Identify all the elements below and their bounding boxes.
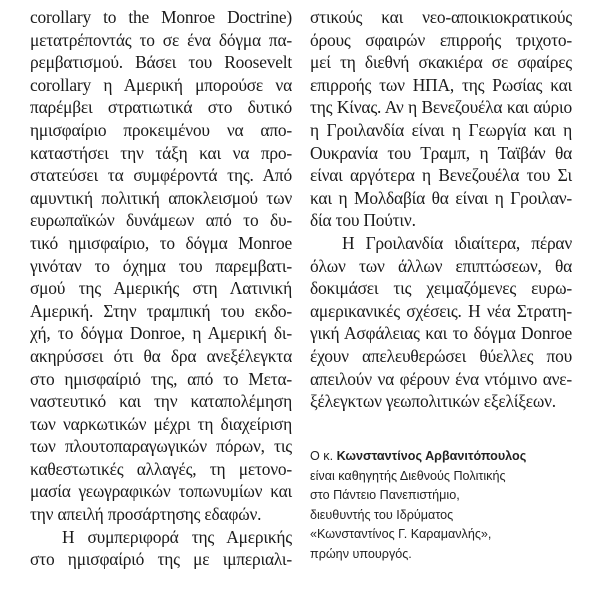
article-column-right: [310, 6, 572, 413]
article-line: όρους σφαιρών επιρροής τριχοτο-: [310, 29, 572, 50]
article-line: γινόταν το όχημα του παρεμβατι-: [30, 255, 292, 276]
article-line: στο ημισφαίριό της με ιμπεριαλι-: [30, 549, 292, 570]
article-line: corollary to the Monroe Doctrine): [30, 7, 292, 27]
article-line: παρέμβει στρατιωτικά στο δυτικό: [30, 97, 292, 118]
article-line: ακηρύσσει ότι θα δρα ανεξέλεγκτα: [30, 345, 292, 366]
article-line: είναι αργότερα η Βενεζουέλα του Σι: [310, 165, 572, 186]
article-line: ευρωπαϊκών δυνάμεων από το δυ-: [30, 210, 292, 231]
author-bio-line: είναι καθηγητής Διεθνούς Πολιτικής: [310, 468, 506, 483]
article-line: των πλουτοπαραγωγικών πόρων, τις: [30, 436, 292, 457]
article-line: καταστήσει την τάξη και να προ-: [30, 142, 292, 163]
author-bio-line: «Κωνσταντίνος Γ. Καραμανλής»,: [310, 527, 492, 542]
article-line: απειλούν να φέρουν ένα ντόμινο ανε-: [310, 368, 572, 389]
article-line: ημισφαίριο προκειμένου να απο-: [30, 119, 292, 140]
article-line: γική Ασφάλειας και το δόγμα Donroe: [310, 323, 572, 344]
article-line: μετατρέποντάς το σε ένα δόγμα πα-: [30, 29, 292, 50]
article-line: ναστευτικό και την καταπολέμηση: [30, 391, 292, 412]
article-line: των ναρκωτικών μέχρι τη διαχείριση: [30, 413, 292, 434]
article-line: Η συμπεριφορά της Αμερικής: [62, 526, 292, 547]
article-line: η Γροιλανδία είναι η Γεωργία και η: [310, 119, 572, 140]
article-line: επιρροής των ΗΠΑ, της Ρωσίας και: [310, 74, 572, 95]
article-line: χή, το δόγμα Donroe, η Αμερική δι-: [30, 323, 292, 344]
article-line: και η Μολδαβία θα είναι η Γροιλαν-: [310, 187, 572, 208]
article-line: καθεστωτικές αλλαγές, τη μετονο-: [30, 458, 292, 479]
article-line: αμερικανικές σχέσεις. Η νέα Στρατη-: [310, 300, 572, 321]
article-line: της Κίνας. Αν η Βενεζουέλα και αύριο: [310, 97, 572, 118]
article-line: ρεμβατισμού. Βάσει του Roosevelt: [30, 52, 292, 73]
article-line: στατεύσει τα συμφέροντά της. Από: [30, 165, 292, 186]
article-line: μασία γεωγραφικών τοπωνυμίων και: [30, 481, 292, 502]
article-line: δία του Πούτιν.: [310, 210, 416, 231]
author-prefix: Ο κ.: [310, 449, 334, 463]
article-line: στο ημισφαίριό της, από το Μετα-: [30, 368, 292, 389]
article-line: αμυντική πολιτική αποκλεισμού των: [30, 187, 292, 208]
article-line: μεί τη διεθνή σκακιέρα σε σφαίρες: [310, 52, 572, 73]
article-line: corollary η Αμερική μπορούσε να: [30, 74, 292, 95]
article-line: έχουν απελευθερώσει θύελλες που: [310, 345, 572, 366]
author-bio-line: στο Πάντειο Πανεπιστήμιο,: [310, 488, 460, 503]
author-bio-heading: [310, 447, 590, 467]
article-line: σμού της Αμερικής στη Λατινική: [30, 278, 292, 299]
article-line: όλων των άλλων επιπτώσεων, θα: [310, 255, 572, 276]
author-bio-line: πρώην υπουργός.: [310, 546, 412, 561]
article-line: Ουκρανία του Τραμπ, η Ταϊβάν θα: [310, 142, 572, 163]
article-line: ξέλεγκτων γεωπολιτικών εξελίξεων.: [310, 391, 556, 412]
author-bio-line: διευθυντής του Ιδρύματος: [310, 507, 454, 522]
article-column-left: [30, 6, 292, 571]
author-bio: [310, 447, 590, 565]
author-name: Κωνσταντίνος Αρβανιτόπουλος: [336, 449, 527, 463]
article-line: την απειλή προσάρτησης εδαφών.: [30, 504, 262, 525]
article-line: Η Γροιλανδία ιδιαίτερα, πέραν: [342, 232, 572, 253]
article-line: στικούς και νεο-αποικιοκρατικούς: [310, 7, 572, 27]
article-line: τικό ημισφαίριο, το δόγμα Monroe: [30, 232, 292, 253]
article-line: δοκιμάσει τις χειμαζόμενες ευρω-: [310, 278, 572, 299]
article-line: Αμερική. Στην τραμπική του εκδο-: [30, 300, 292, 321]
